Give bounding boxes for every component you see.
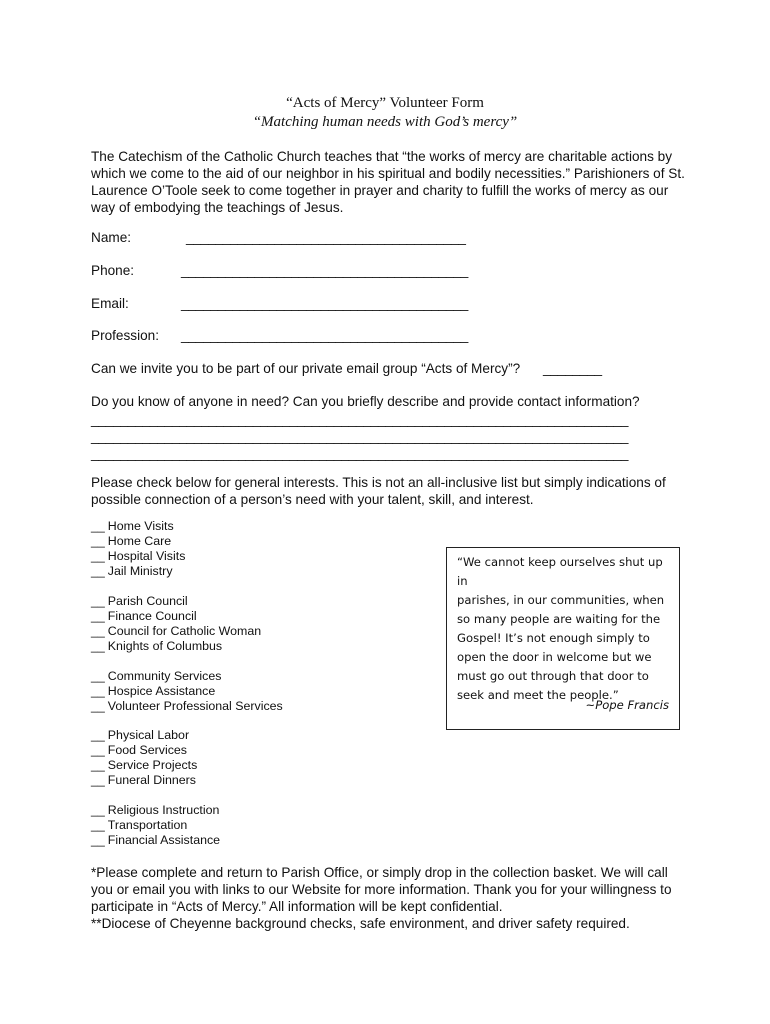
interest-group-labor [91,728,197,788]
interest-label: Council for Catholic Woman [107,624,262,638]
interest-label: Transportation [107,818,188,832]
interest-label: Physical Labor [107,728,190,742]
interest-item[interactable] [91,624,261,639]
profession-field[interactable]: _______________________________________ [181,328,469,343]
checkbox-blank[interactable]: __ [91,534,105,548]
quote-line: so many people are waiting for the [457,612,661,626]
interest-group-instruction [91,803,220,848]
footer-notes [91,864,687,932]
checkbox-blank[interactable]: __ [91,609,105,623]
name-field[interactable]: ______________________________________ [186,230,466,245]
interest-item[interactable] [91,833,220,848]
interest-item[interactable] [91,728,197,743]
interest-item[interactable] [91,564,185,579]
interest-label: Hospital Visits [107,549,186,563]
interest-item[interactable] [91,609,261,624]
checkbox-blank[interactable]: __ [91,624,105,638]
intro-paragraph: The Catechism of the Catholic Church teaches that “the works of mercy are charitable actions by which we come to the aid of our neighbor in his spiritual and bodily necessities.” Parishioners of St. Laurence O’Toole seek to come together in prayer and charity to fulfill the works of mercy as our way of embodying the teachings of Jesus. [91,149,685,215]
interest-item[interactable] [91,669,283,684]
background-check-note: **Diocese of Cheyenne background checks, safe environment, and driver safety required. [91,916,630,931]
return-instructions: *Please complete and return to Parish Office, or simply drop in the collection basket. We will call you or email you with links to our Website for more information. Thank you for your willingness to participate in “Acts of Mercy.” All information will be kept confidential. [91,865,672,914]
interest-item[interactable] [91,773,197,788]
interest-label: Food Services [107,743,187,757]
interests-intro: Please check below for general interests. This is not an all-inclusive list but simply indications of possible connection of a person’s need with your talent, skill, and interest. [91,475,666,507]
profession-label: Profession: [91,328,160,343]
phone-field[interactable]: _______________________________________ [181,263,469,278]
quote-line: seek and meet the people.” [457,688,619,702]
interest-item[interactable] [91,699,283,714]
email-label: Email: [91,296,129,311]
form-subtitle: “Matching human needs with God’s mercy” [252,114,518,130]
interest-group-councils [91,594,261,654]
interest-label: Service Projects [107,758,198,772]
interest-label: Home Care [107,534,172,548]
quote-line: must go out through that door to [457,669,649,683]
checkbox-blank[interactable]: __ [91,594,105,608]
pope-francis-quote-box [446,547,680,730]
interest-item[interactable] [91,534,185,549]
interest-item[interactable] [91,758,197,773]
checkbox-blank[interactable]: __ [91,669,105,683]
interest-label: Knights of Columbus [107,639,223,653]
checkbox-blank[interactable]: __ [91,818,105,832]
phone-label: Phone: [91,263,135,278]
email-field[interactable]: _______________________________________ [181,296,469,311]
interest-item[interactable] [91,743,197,758]
interest-label: Home Visits [107,519,174,533]
need-question: Do you know of anyone in need? Can you briefly describe and provide contact information? [91,394,640,409]
interest-label: Religious Instruction [107,803,220,817]
quote-line: Gospel! It’s not enough simply to [457,631,650,645]
interest-group-visits [91,519,185,579]
interest-group-services [91,669,283,714]
checkbox-blank[interactable]: __ [91,758,105,772]
checkbox-blank[interactable]: __ [91,639,105,653]
interest-label: Finance Council [107,609,197,623]
quote-attribution: ~Pope Francis [585,698,669,712]
email-group-question: Can we invite you to be part of our private email group “Acts of Mercy”? [91,361,521,376]
interest-item[interactable] [91,803,220,818]
interest-label: Hospice Assistance [107,684,216,698]
checkbox-blank[interactable]: __ [91,519,105,533]
interest-label: Parish Council [107,594,188,608]
quote-line: open the door in welcome but we [457,650,652,664]
checkbox-blank[interactable]: __ [91,564,105,578]
need-answer-line-2[interactable]: _________________________________________________________________________ [91,429,629,444]
checkbox-blank[interactable]: __ [91,803,105,817]
need-answer-line-1[interactable]: _________________________________________________________________________ [91,412,629,427]
checkbox-blank[interactable]: __ [91,833,105,847]
interest-label: Funeral Dinners [107,773,196,787]
checkbox-blank[interactable]: __ [91,549,105,563]
quote-line: parishes, in our communities, when [457,593,665,607]
interest-item[interactable] [91,549,185,564]
interest-label: Volunteer Professional Services [107,699,283,713]
checkbox-blank[interactable]: __ [91,699,105,713]
checkbox-blank[interactable]: __ [91,728,105,742]
interest-item[interactable] [91,519,185,534]
interest-item[interactable] [91,594,261,609]
interest-item[interactable] [91,818,220,833]
interest-item[interactable] [91,684,283,699]
quote-line: “We cannot keep ourselves shut up in [457,555,663,588]
checkbox-blank[interactable]: __ [91,773,105,787]
form-title: “Acts of Mercy” Volunteer Form [286,95,484,111]
email-group-answer-field[interactable]: ________ [543,361,602,376]
interest-label: Jail Ministry [107,564,173,578]
interest-label: Financial Assistance [107,833,221,847]
checkbox-blank[interactable]: __ [91,684,105,698]
interest-label: Community Services [107,669,222,683]
checkbox-blank[interactable]: __ [91,743,105,757]
interest-item[interactable] [91,639,261,654]
name-label: Name: [91,230,132,245]
need-answer-line-3[interactable]: _________________________________________________________________________ [91,446,629,461]
